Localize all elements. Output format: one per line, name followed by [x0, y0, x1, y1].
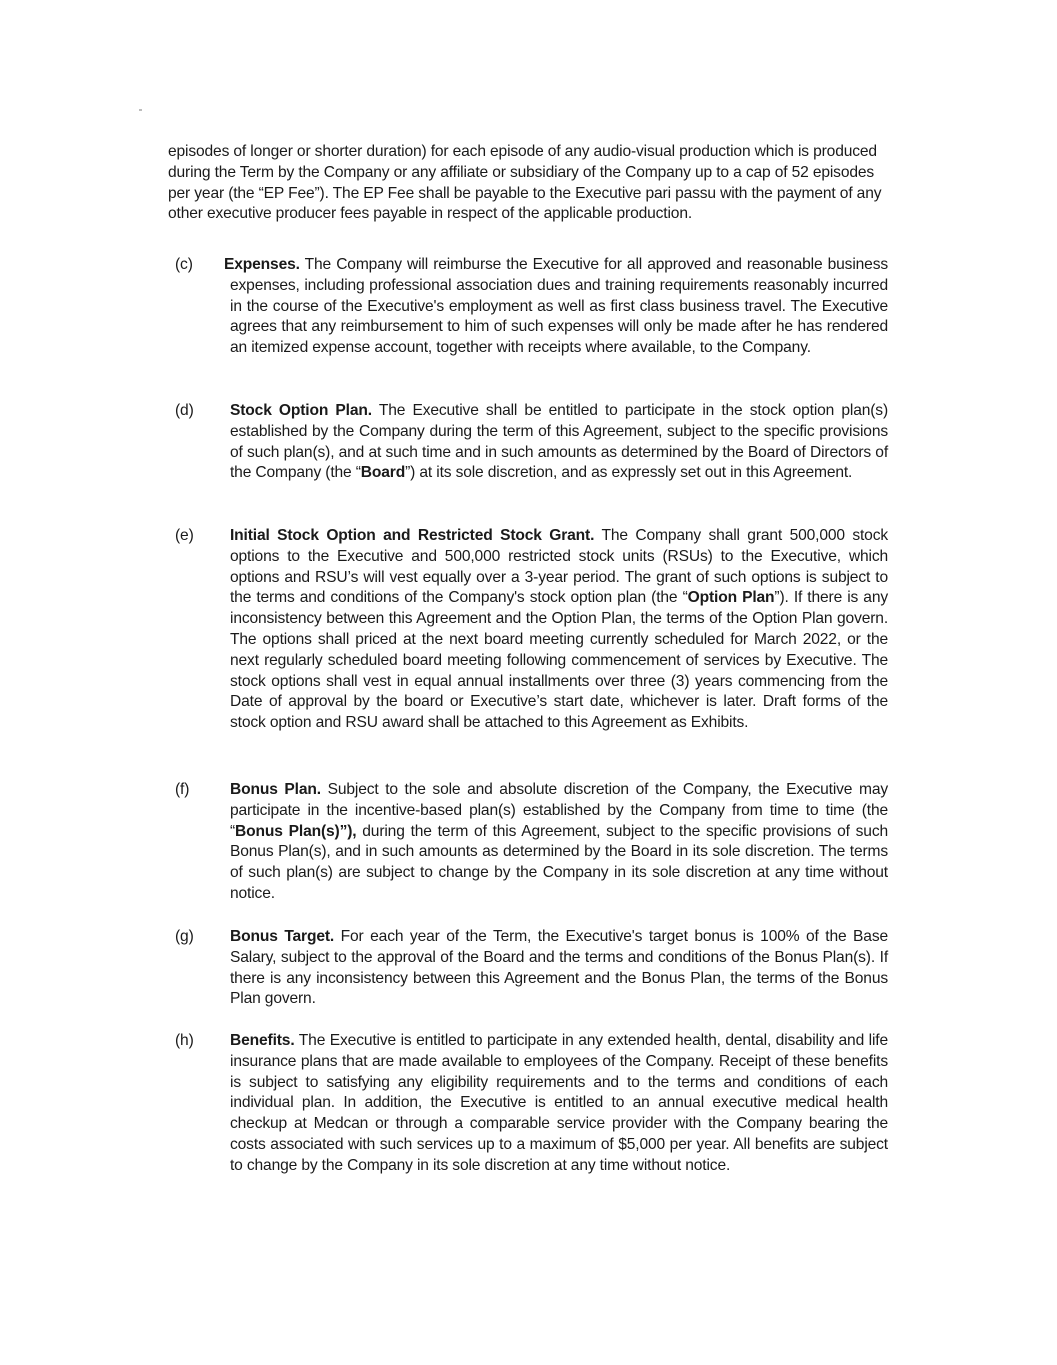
clause-body	[230, 401, 888, 484]
clause-body	[230, 526, 888, 734]
defined-term-bonus-plans: Bonus Plan(s)”),	[235, 822, 357, 840]
clause-text: ”). If there is any inconsistency between this Agreement and the Option Plan, the terms of the Option Plan govern. The options shall priced at the next board meeting currently scheduled for March 2022, or the next regularly scheduled board meeting following commencement of services by Executive. The stock options shall vest in equal annual installments over three (3) years commencing from the Date of approval by the board or Executive’s start date, whichever is later. Draft forms of the stock option and RSU award shall be attached to this Agreement as Exhibits.	[230, 589, 888, 732]
clause-label: (c)	[175, 256, 193, 273]
clause-body	[230, 1031, 888, 1177]
clause-text: ”) at its sole discretion, and as expressly set out in this Agreement.	[405, 464, 853, 482]
clause-label: (e)	[175, 527, 194, 544]
clause-text: during the term of this Agreement, subject to the specific provisions of such Bonus Plan(s), and in such amounts as determined by the Board in its sole discretion. The terms of such plan(s) are subject to change by the Company in its sole discretion at any time without notice.	[230, 822, 888, 902]
clause-heading: Initial Stock Option and Restricted Stock Grant.	[230, 527, 595, 544]
defined-term-board: Board	[360, 464, 406, 482]
defined-term-option-plan: Option Plan	[687, 589, 775, 607]
clause-text: The Executive shall be entitled to participate in the stock option plan(s) established by the Company during the term of this Agreement, subject to the specific provisions of such plan(s), and at such time and in such amounts as determined by the Board of Directors of the Company (the “	[230, 402, 888, 482]
clause-text: The Executive is entitled to participate in any extended health, dental, disability and life insurance plans that are made available to employees of the Company. Receipt of these benefits is subject to satisfying any eligibility requirements and to the terms and conditions of each individual plan. In addition, the Executive is entitled to an annual executive medical health checkup at Medcan or through a comparable service provider with the Company bearing the costs associated with such services up to a maximum of $5,000 per year. All benefits are subject to change by the Company in its sole discretion at any time without notice.	[230, 1032, 888, 1174]
clause-label: (d)	[175, 402, 194, 419]
clause-heading: Bonus Plan.	[230, 781, 321, 798]
clause-body	[224, 255, 888, 359]
clause-label: (g)	[175, 928, 194, 945]
clause-body	[230, 780, 888, 905]
clause-heading: Benefits.	[230, 1032, 295, 1049]
clause-heading: Expenses.	[224, 256, 300, 273]
intro-paragraph: episodes of longer or shorter duration) for each episode of any audio-visual production which is produced during the Term by the Company or any affiliate or subsidiary of the Company up to a cap of 52 episodes per year (the “EP Fee”). The EP Fee shall be payable to the Executive pari passu with the payment of any other executive producer fees payable in respect of the applicable production.	[168, 143, 882, 223]
clause-heading: Bonus Target.	[230, 928, 335, 945]
clause-text: For each year of the Term, the Executive's target bonus is 100% of the Base Salary, subject to the approval of the Board and the terms and conditions of the Bonus Plan(s). If there is any inconsistency between this Agreement and the Bonus Plan, the terms of the Bonus Plan govern.	[230, 928, 888, 1008]
clause-label: (h)	[175, 1032, 194, 1049]
clause-heading: Stock Option Plan.	[230, 402, 372, 419]
clause-text: Subject to the sole and absolute discretion of the Company, the Executive may participate in the incentive-based plan(s) established by the Company from time to time (the “	[230, 781, 888, 840]
clause-body	[230, 927, 888, 1010]
scan-artifact	[139, 109, 142, 111]
clause-label: (f)	[175, 781, 190, 798]
clause-text: The Company shall grant 500,000 stock options to the Executive and 500,000 restricted stock units (RSUs) to the Executive, which options and RSU’s will vest equally over a 3-year period. The grant of such options is subject to the terms and conditions of the Company's stock option plan (the “	[230, 527, 888, 607]
clause-text: The Company will reimburse the Executive for all approved and reasonable business expenses, including professional association dues and training requirements reasonably incurred in the course of the Executive's employment as well as first class business travel. The Executive agrees that any reimbursement to him of such expenses will only be made after he has rendered an itemized expense account, together with receipts where available, to the Company.	[230, 256, 888, 357]
